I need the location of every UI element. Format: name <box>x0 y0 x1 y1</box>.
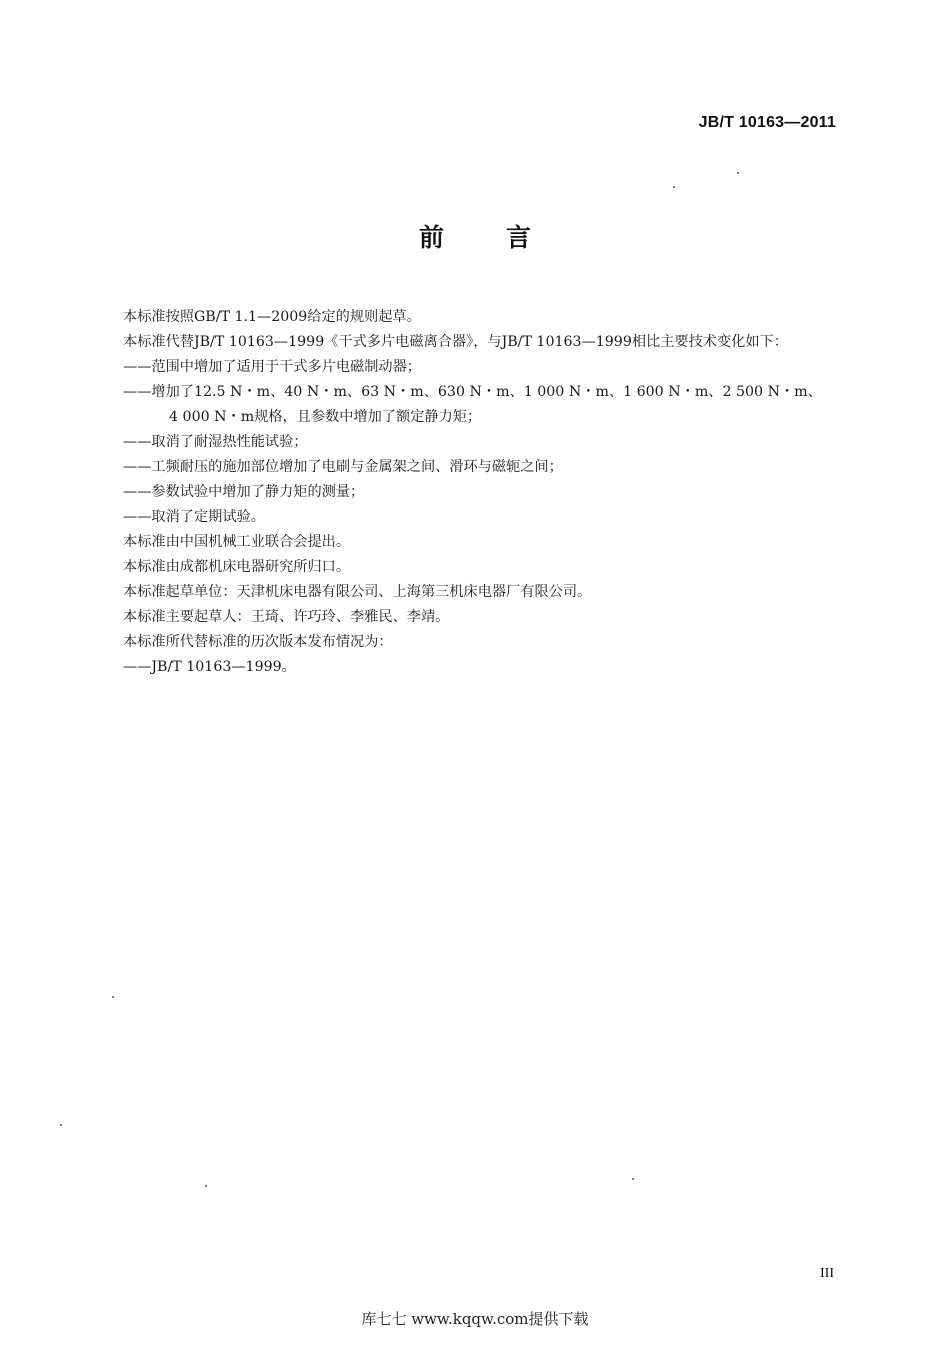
paragraph: 本标准主要起草人：王琦、许巧玲、李雅民、李靖。 <box>123 609 450 625</box>
foreword-body <box>123 305 843 680</box>
list-item: ——取消了定期试验。 <box>123 509 265 525</box>
list-item: ——范围中增加了适用于干式多片电磁制动器； <box>123 359 421 375</box>
scan-speck <box>112 996 114 998</box>
paragraph: 本标准由成都机床电器研究所归口。 <box>123 559 351 575</box>
scan-speck <box>673 186 675 188</box>
list-item: ——取消了耐湿热性能试验； <box>123 434 308 450</box>
paragraph: 本标准由中国机械工业联合会提出。 <box>123 534 351 550</box>
list-item: ——工频耐压的施加部位增加了电刷与金属架之间、滑环与磁轭之间； <box>123 459 563 475</box>
footer-note: 库七七 www.kqqw.com提供下载 <box>361 1310 589 1328</box>
list-item-continuation: 4 000 N・m规格，且参数中增加了额定静力矩； <box>169 409 482 425</box>
scan-speck <box>205 1185 207 1187</box>
scan-speck <box>737 172 739 174</box>
paragraph: 本标准按照GB/T 1.1—2009给定的规则起草。 <box>123 309 421 325</box>
standard-number: JB/T 10163—2011 <box>698 114 836 131</box>
scan-speck <box>60 1124 62 1126</box>
scan-speck <box>632 1178 634 1180</box>
list-item: ——增加了12.5 N・m、40 N・m、63 N・m、630 N・m、1 000 N・m、1 600 N・m、2 500 N・m、 <box>123 384 822 400</box>
paragraph: 本标准所代替标准的历次版本发布情况为： <box>123 634 393 650</box>
page-title: 前言 <box>418 223 593 252</box>
list-item: ——参数试验中增加了静力矩的测量； <box>123 484 365 500</box>
paragraph: 本标准起草单位：天津机床电器有限公司、上海第三机床电器厂有限公司。 <box>123 584 592 600</box>
list-item: ——JB/T 10163—1999。 <box>123 659 296 675</box>
page-number: III <box>820 1266 834 1281</box>
paragraph: 本标准代替JB/T 10163—1999《干式多片电磁离合器》，与JB/T 10163—1999相比主要技术变化如下： <box>123 334 788 350</box>
